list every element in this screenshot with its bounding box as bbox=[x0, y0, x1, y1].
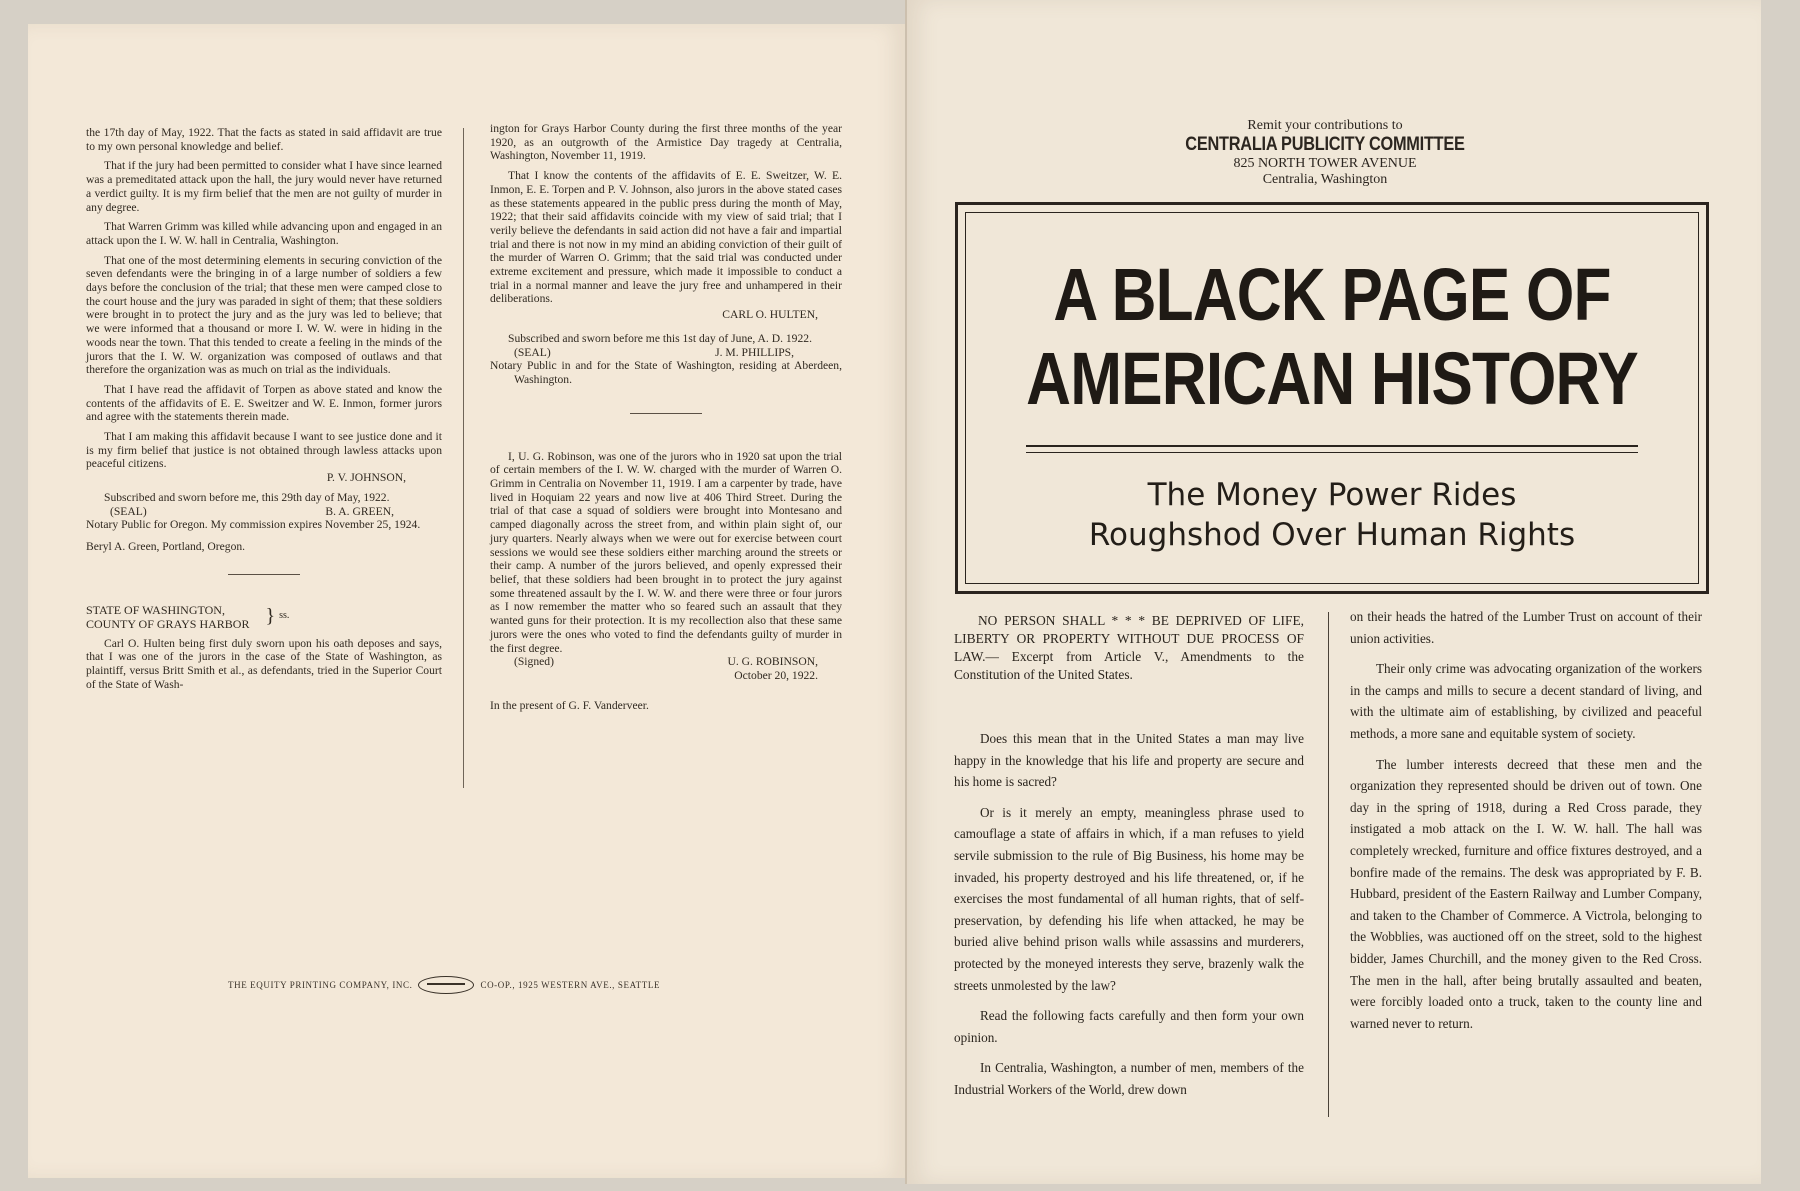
paragraph: That I know the contents of the affidavits of E. E. Sweitzer, W. E. Inmon, E. E. Torpen and P. V. Johnson, also jurors in the above stated cases as these statements appeared in the public press during the month of May, 1922; that their said affidavits coincide with my view of said trial; that I verily believe the defendants in said action did not have a fair and impartial trial and there is not now in my mind an abiding conviction of their guilt of the murder of Warren O. Grimm; that the said trial was conducted under extreme excitement and pressure, which made it impossible to conduct a trial in a normal manner and leave the jury free and unhampered in their deliberations. bbox=[490, 169, 842, 306]
right-col-2 bbox=[1350, 606, 1702, 1043]
subhead-line-2: Roughshod Over Human Rights bbox=[1088, 517, 1576, 553]
center-fold bbox=[905, 0, 907, 1184]
committee-address: 825 NORTH TOWER AVENUE bbox=[1233, 156, 1417, 171]
committee-city: Centralia, Washington bbox=[1262, 172, 1388, 187]
paragraph: In Centralia, Washington, a number of men, members of the Industrial Workers of the World, drew down bbox=[954, 1060, 1304, 1097]
signed-label: (Signed) bbox=[514, 655, 554, 669]
brace-glyph: } bbox=[265, 604, 276, 627]
state-line: STATE OF WASHINGTON, bbox=[86, 602, 225, 617]
paragraph: Their only crime was advocating organization of the workers in the camps and mills to secure a decent standard of living, and with the ultimate aim of establishing, by civilized and peaceful methods, a more sane and equitable system of society. bbox=[1350, 661, 1702, 741]
sworn-statement: Subscribed and sworn before me, this 29th day of May, 1922. bbox=[104, 490, 390, 504]
signature-date: October 20, 1922. bbox=[734, 668, 818, 682]
seal-label: (SEAL) bbox=[514, 345, 551, 359]
left-col-2 bbox=[490, 122, 842, 718]
presence-line: In the present of G. F. Vanderveer. bbox=[490, 698, 649, 712]
paragraph: on their heads the hatred of the Lumber Trust on account of their union activities. bbox=[1350, 609, 1702, 646]
committee-name: CENTRALIA PUBLICITY COMMITTEE bbox=[1185, 134, 1465, 155]
paragraph: I, U. G. Robinson, was one of the jurors who in 1920 sat upon the trial of certain members of the I. W. W. charged with the murder of Warren O. Grimm in Centralia on November 11, 1919. I am a carpenter by trade, have lived in Hoquiam 22 years and now live at 406 Third Street. During the trial of that case a squad of soldiers were brought into Montesano and camped diagonally across the street from, and within plain sight of, our jury quarters. Nearly always when we were out for exercise between court sessions we would see these soldiers either marching around the streets or their camp. A number of the jurors believed, and openly expressed their belief, that these soldiers had been brought in to protect the jury against some threatened assault by the I. W. W. and there were three or four jurors as I now remember the matter who so feared such an assault that they wanted guns for their protection. It is my recollection also that these same jurors were the ones who voted to find the defendants guilty of murder in the first degree. bbox=[490, 449, 842, 655]
sworn-statement: Subscribed and sworn before me this 1st day of June, A. D. 1922. bbox=[508, 331, 812, 345]
ss-label: ss. bbox=[279, 609, 290, 621]
headline-line-2: AMERICAN HISTORY bbox=[1026, 337, 1638, 420]
paragraph: Read the following facts carefully and then form your own opinion. bbox=[954, 1008, 1304, 1045]
paragraph: ington for Grays Harbor County during the first three months of the year 1920, as an outgrowth of the Armistice Day tragedy at Centralia, Washington, November 11, 1919. bbox=[490, 122, 842, 163]
signature-green: B. A. GREEN, bbox=[325, 504, 394, 518]
constitution-epigraph: NO PERSON SHALL * * * BE DEPRIVED OF LIFE, LIBERTY OR PROPERTY WITHOUT DUE PROCESS OF LAW.— Excerpt from Article V., Amendments to the Constitution of the United States. bbox=[954, 613, 1304, 682]
paragraph: the 17th day of May, 1922. That the facts as stated in said affidavit are true to my own personal knowledge and belief. bbox=[86, 126, 442, 153]
headline bbox=[1025, 253, 1640, 421]
paragraph: The lumber interests decreed that these men and the organization they represented should be driven out of town. One day in the spring of 1918, during a Red Cross parade, they instigated a mob attack on the I. W. W. hall. The hall was completely wrecked, furniture and office fixtures destroyed, and a bonfire made of the remains. The desk was appropriated by F. B. Hubbard, president of the Eastern Railway and Lumber Company, and taken to the Chamber of Commerce. A Victrola, belonging to the Wobblies, was auctioned off on the street, sold to the highest bidder, James Churchill, and the money given to the Red Cross. The men in the hall, after being brutally assaulted and beaten, were forcibly loaded onto a truck, taken to the county line and warned never to return. bbox=[1350, 756, 1702, 1031]
remit-block bbox=[1130, 118, 1520, 188]
paragraph: That I am making this affidavit because I want to see justice done and it is my firm belief that justice is not obtained through lawless attacks upon peaceful citizens. bbox=[86, 430, 442, 471]
paragraph: Carl O. Hulten being first duly sworn upon his oath deposes and says, that I was one of the jurors in the case of the State of Washington, as plaintiff, versus Britt Smith et al., as defendants, tried in the Superior Court of the State of Wash- bbox=[86, 636, 442, 691]
subheadline bbox=[966, 475, 1698, 555]
union-label-icon bbox=[418, 976, 474, 994]
headline-frame-inner bbox=[965, 212, 1699, 584]
headline-line-1: A BLACK PAGE OF bbox=[1053, 253, 1611, 336]
printer-imprint bbox=[228, 976, 660, 994]
paragraph: Or is it merely an empty, meaningless phrase used to camouflage a state of affairs in which, if a man refuses to yield servile submission to the rule of Big Business, his home may be invaded, his property destroyed and his life threatened, or, if he exercises the most fundamental of all human rights, that of self-preservation, by defending his life when attacked, he may be buried alive behind prison walls while assassins and murderers, protected by the moneyed interests they serve, brazenly walk the streets unmolested by the law? bbox=[954, 804, 1304, 993]
signature-johnson: P. V. JOHNSON, bbox=[326, 471, 406, 485]
printer-address: CO-OP., 1925 WESTERN AVE., SEATTLE bbox=[480, 980, 661, 990]
signature-phillips: J. M. PHILLIPS, bbox=[715, 345, 794, 359]
notary-line: Notary Public in and for the State of Washington, residing at Aberdeen, Washington. bbox=[490, 359, 842, 386]
county-line: COUNTY OF GRAYS HARBOR bbox=[86, 616, 250, 631]
column-rule bbox=[463, 128, 464, 788]
headline-frame bbox=[955, 202, 1709, 594]
section-divider bbox=[228, 574, 300, 575]
venue-block bbox=[86, 603, 442, 631]
paragraph: That one of the most determining elements in securing conviction of the seven defendants were the bringing in of a large number of soldiers a few days before the conclusion of the trial; that these men were camped close to the court house and the jury was paraded in sight of them; that these soldiers were brought in to protect the jury and as the jury was led to believe; that we were informed that a thousand or more I. W. W. were in hiding in the woods near the town. That this tended to create a feeling in the minds of the jurors that the I. W. W. organization was composed of outlaws and that therefore the organization was as much on trial as the individuals. bbox=[86, 253, 442, 377]
paragraph: That I have read the affidavit of Torpen as above stated and know the contents of the affidavits of E. E. Sweitzer and W. E. Inmon, former jurors and agree with the statements therein made. bbox=[86, 382, 442, 424]
paragraph: That if the jury had been permitted to consider what I have since learned was a premeditated attack upon the hall, the jury would never have returned a verdict guilty. It is my firm belief that the men are not guilty of murder in any degree. bbox=[86, 159, 442, 214]
seal-signature-row bbox=[86, 505, 442, 519]
subhead-line-1: The Money Power Rides bbox=[1147, 477, 1517, 513]
left-col-1 bbox=[86, 126, 442, 698]
section-divider bbox=[630, 413, 702, 414]
remit-line: Remit your contributions to bbox=[1247, 118, 1403, 133]
seal-signature-row bbox=[490, 346, 842, 360]
paragraph: Does this mean that in the United States a man may live happy in the knowledge that his life and property are secure and his home is sacred? bbox=[954, 731, 1304, 790]
right-col-1 bbox=[954, 612, 1304, 1110]
signature-hulten: CARL O. HULTEN, bbox=[722, 308, 818, 322]
notary-name: Beryl A. Green, Portland, Oregon. bbox=[86, 539, 246, 553]
signed-row bbox=[490, 655, 842, 669]
printer-name: THE EQUITY PRINTING COMPANY, INC. bbox=[228, 980, 413, 990]
notary-line: Notary Public for Oregon. My commission expires November 25, 1924. bbox=[86, 518, 421, 532]
seal-label: (SEAL) bbox=[110, 504, 147, 518]
signature-robinson: U. G. ROBINSON, bbox=[727, 655, 818, 669]
headline-rule bbox=[1026, 445, 1638, 453]
column-rule bbox=[1328, 612, 1329, 1117]
paragraph: That Warren Grimm was killed while advancing upon and engaged in an attack upon the I. W. W. hall in Centralia, Washington. bbox=[86, 220, 442, 247]
